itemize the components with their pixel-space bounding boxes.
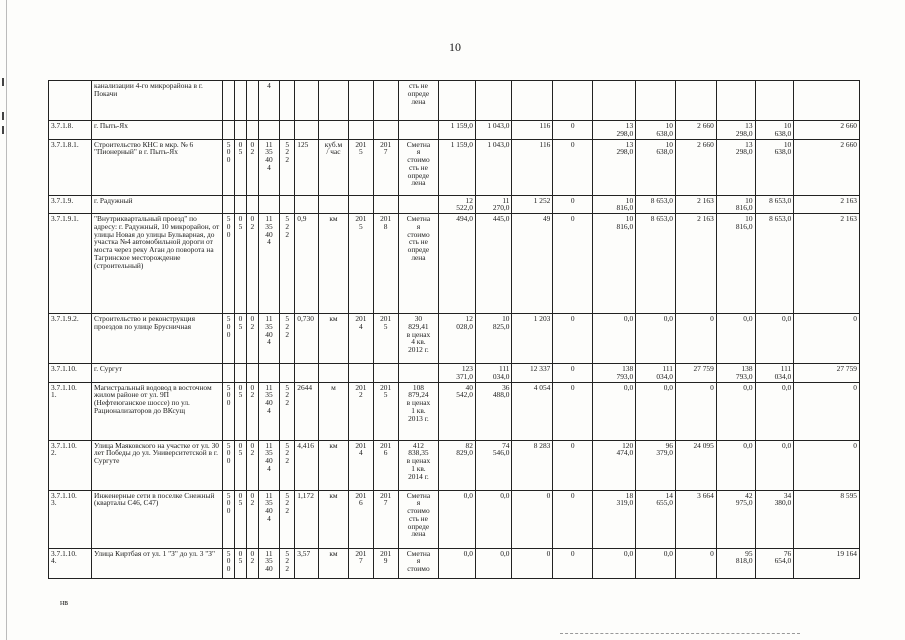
cell-d5: 5 2 2 (280, 440, 295, 490)
cell-v7: 0 (675, 382, 716, 440)
cell-v3: 0 (512, 490, 553, 548)
cell-cap: 0,730 (295, 314, 319, 364)
cell-v2: 111 034,0 (475, 364, 512, 383)
cell-v6: 8 653,0 (636, 195, 676, 214)
cell-unit (318, 121, 348, 140)
cell-v1: 0,0 (439, 490, 476, 548)
cell-y1: 201 7 (349, 548, 374, 578)
cell-v4: 0 (553, 490, 593, 548)
cell-v3: 0 (512, 548, 553, 578)
cell-code: 3.7.1.10. (49, 364, 92, 383)
cell-d4: 4 (258, 81, 280, 121)
cell-code: 3.7.1.10. 4. (49, 548, 92, 578)
cell-cost: Сметна я стоимо сть не опреде лена (398, 139, 439, 195)
cell-d5: 5 2 2 (280, 382, 295, 440)
cell-cost: 108 879,24 в ценах 1 кв. 2013 г. (398, 382, 439, 440)
cell-cap (295, 364, 319, 383)
cell-v4: 0 (553, 214, 593, 314)
cell-v1 (439, 81, 476, 121)
cell-v8: 13 298,0 (716, 121, 755, 140)
cell-v8: 138 793,0 (716, 364, 755, 383)
cell-v5: 138 793,0 (593, 364, 636, 383)
cell-v10: 8 595 (794, 490, 860, 548)
table-row (49, 195, 860, 214)
cell-d5 (280, 81, 295, 121)
cell-cost: 30 829,41 в ценах 4 кв. 2012 г. (398, 314, 439, 364)
cell-d3: 0 2 (246, 139, 258, 195)
margin-mark (2, 78, 4, 86)
cell-v10: 2 163 (794, 214, 860, 314)
cell-v3: 116 (512, 139, 553, 195)
cell-name: Магистральный водовод в восточном жилом районе от ул. 9П (Нефтеюганское шоссе) по ул. Рационализаторов до ВКсущ (92, 382, 223, 440)
cell-v10: 19 164 (794, 548, 860, 578)
cell-unit: м (318, 382, 348, 440)
cell-v8: 0,0 (716, 440, 755, 490)
cell-code: 3.7.1.10. 1. (49, 382, 92, 440)
cell-v2 (475, 81, 512, 121)
cell-v6: 10 638,0 (636, 121, 676, 140)
cell-y2: 201 5 (373, 314, 398, 364)
cell-v6: 8 653,0 (636, 214, 676, 314)
cell-d5 (280, 364, 295, 383)
cell-d4: 11 35 40 4 (258, 490, 280, 548)
cell-d5 (280, 195, 295, 214)
cell-y1: 201 6 (349, 490, 374, 548)
cell-y2 (373, 195, 398, 214)
cell-d3: 0 2 (246, 314, 258, 364)
cell-v2: 0,0 (475, 490, 512, 548)
page-number: 10 (449, 40, 461, 54)
cell-d1: 5 0 0 (223, 139, 235, 195)
cell-y2 (373, 364, 398, 383)
cell-v6: 0,0 (636, 314, 676, 364)
cell-v3: 12 337 (512, 364, 553, 383)
cell-v10: 0 (794, 382, 860, 440)
cell-d4: 11 35 40 4 (258, 382, 280, 440)
cell-v9: 0,0 (755, 440, 794, 490)
cell-y1 (349, 121, 374, 140)
cell-v10: 2 660 (794, 121, 860, 140)
cell-v2: 445,0 (475, 214, 512, 314)
cell-d1 (223, 121, 235, 140)
cell-v8: 13 298,0 (716, 139, 755, 195)
cell-v6: 0,0 (636, 548, 676, 578)
cell-v10: 27 759 (794, 364, 860, 383)
cell-code: 3.7.1.10. 3. (49, 490, 92, 548)
cell-v8: 95 818,0 (716, 548, 755, 578)
cell-v6 (636, 81, 676, 121)
cell-v1: 1 159,0 (439, 121, 476, 140)
cell-d1 (223, 81, 235, 121)
cell-y1 (349, 195, 374, 214)
cell-y1: 201 2 (349, 382, 374, 440)
cell-v4: 0 (553, 139, 593, 195)
cell-d3 (246, 195, 258, 214)
cell-d1 (223, 195, 235, 214)
cell-d2 (235, 121, 247, 140)
cell-d5: 5 2 2 (280, 214, 295, 314)
cell-v3: 1 203 (512, 314, 553, 364)
table-row (49, 382, 860, 440)
cell-v9: 10 638,0 (755, 121, 794, 140)
cell-code: 3.7.1.9.2. (49, 314, 92, 364)
cell-y2: 201 7 (373, 139, 398, 195)
cell-d1: 5 0 0 (223, 548, 235, 578)
cell-v7: 27 759 (675, 364, 716, 383)
cell-v1: 0,0 (439, 548, 476, 578)
cell-d2: 0 5 (235, 490, 247, 548)
cell-cap (295, 121, 319, 140)
cell-v3: 116 (512, 121, 553, 140)
cell-code: 3.7.1.9. (49, 195, 92, 214)
cell-v7: 2 660 (675, 139, 716, 195)
cell-v9: 0,0 (755, 314, 794, 364)
cell-d4 (258, 195, 280, 214)
cell-v9: 111 034,0 (755, 364, 794, 383)
cell-v1: 1 159,0 (439, 139, 476, 195)
cell-name: г. Пыть-Ях (92, 121, 223, 140)
cell-unit (318, 195, 348, 214)
cell-unit: км (318, 314, 348, 364)
cell-y2: 201 9 (373, 548, 398, 578)
cell-v2: 11 270,0 (475, 195, 512, 214)
margin-mark (2, 126, 4, 134)
cell-v9: 10 638,0 (755, 139, 794, 195)
cell-v5: 120 474,0 (593, 440, 636, 490)
table-row (49, 121, 860, 140)
cell-v6: 96 379,0 (636, 440, 676, 490)
cell-y1 (349, 364, 374, 383)
cell-d3: 0 2 (246, 214, 258, 314)
cell-v10 (794, 81, 860, 121)
cell-d2: 0 5 (235, 214, 247, 314)
cell-v5 (593, 81, 636, 121)
cell-d2 (235, 195, 247, 214)
cell-v7 (675, 81, 716, 121)
cell-v5: 13 298,0 (593, 121, 636, 140)
cell-v5: 0,0 (593, 314, 636, 364)
cell-v8: 42 975,0 (716, 490, 755, 548)
cell-y2 (373, 121, 398, 140)
cell-cost: Сметна я стоимо (398, 548, 439, 578)
cell-d4: 11 35 40 4 (258, 440, 280, 490)
table-row (49, 548, 860, 578)
cell-v7: 2 163 (675, 195, 716, 214)
cell-v5: 10 816,0 (593, 214, 636, 314)
cell-v7: 2 163 (675, 214, 716, 314)
cell-y1: 201 4 (349, 314, 374, 364)
cell-v5: 13 298,0 (593, 139, 636, 195)
cell-name: Улица Киртбая от ул. 1 "З" до ул. 3 "З" (92, 548, 223, 578)
cell-v4: 0 (553, 382, 593, 440)
cell-cap (295, 81, 319, 121)
cell-v4: 0 (553, 314, 593, 364)
cell-v3: 8 283 (512, 440, 553, 490)
cell-d5: 5 2 2 (280, 548, 295, 578)
cell-v9: 34 380,0 (755, 490, 794, 548)
cell-cap: 4,416 (295, 440, 319, 490)
cell-y2: 201 5 (373, 382, 398, 440)
cell-v10: 0 (794, 314, 860, 364)
cell-cost (398, 364, 439, 383)
cell-unit (318, 364, 348, 383)
cell-d3 (246, 364, 258, 383)
cell-v9 (755, 81, 794, 121)
cell-unit: км (318, 490, 348, 548)
program-table (48, 80, 860, 579)
cell-y2 (373, 81, 398, 121)
cell-v2: 0,0 (475, 548, 512, 578)
cell-d2 (235, 364, 247, 383)
cell-v3: 1 252 (512, 195, 553, 214)
cell-v4: 0 (553, 195, 593, 214)
cell-d5 (280, 121, 295, 140)
cell-d1: 5 0 0 (223, 214, 235, 314)
cell-d4 (258, 121, 280, 140)
cell-d5: 5 2 2 (280, 490, 295, 548)
cell-v3: 4 054 (512, 382, 553, 440)
cell-v8: 10 816,0 (716, 214, 755, 314)
cell-cap: 125 (295, 139, 319, 195)
cell-v5: 0,0 (593, 382, 636, 440)
cell-cap: 3,57 (295, 548, 319, 578)
cell-v2: 1 043,0 (475, 121, 512, 140)
cell-code: 3.7.1.8.1. (49, 139, 92, 195)
cell-v4: 0 (553, 440, 593, 490)
cell-d5: 5 2 2 (280, 314, 295, 364)
cell-y1: 201 4 (349, 440, 374, 490)
cell-y1: 201 5 (349, 214, 374, 314)
cell-cost (398, 121, 439, 140)
cell-unit: км (318, 440, 348, 490)
cell-d2: 0 5 (235, 440, 247, 490)
cell-d3 (246, 81, 258, 121)
cell-d3 (246, 121, 258, 140)
cell-d4: 11 35 40 (258, 548, 280, 578)
cell-d2: 0 5 (235, 314, 247, 364)
cell-cost (398, 195, 439, 214)
cell-v7: 3 664 (675, 490, 716, 548)
cell-v8 (716, 81, 755, 121)
cell-name: "Внутриквартальный проезд" по адресу: г. Радужный, 10 микрорайон, от улицы Новая до улицы Бульварная, до участка №4 автомобильной дороги от моста через реку Аган до поворота на Тагринское месторождение (строительный) (92, 214, 223, 314)
cell-d1: 5 0 0 (223, 490, 235, 548)
cell-v1: 494,0 (439, 214, 476, 314)
cell-d3: 0 2 (246, 382, 258, 440)
cell-d2 (235, 81, 247, 121)
cell-unit: куб.м / час (318, 139, 348, 195)
cell-d3: 0 2 (246, 490, 258, 548)
cell-name: г. Радужный (92, 195, 223, 214)
cell-v5: 0,0 (593, 548, 636, 578)
cell-d1: 5 0 0 (223, 440, 235, 490)
cell-d3: 0 2 (246, 548, 258, 578)
cell-d2: 0 5 (235, 139, 247, 195)
cell-y2: 201 8 (373, 214, 398, 314)
cell-y2: 201 7 (373, 490, 398, 548)
cell-name: г. Сургут (92, 364, 223, 383)
table-row (49, 81, 860, 121)
scan-artifact (560, 633, 800, 637)
cell-v9: 8 653,0 (755, 214, 794, 314)
cell-v5: 18 319,0 (593, 490, 636, 548)
cell-v1: 12 522,0 (439, 195, 476, 214)
table-row (49, 490, 860, 548)
footer-mark: нв (60, 598, 69, 607)
cell-code: 3.7.1.10. 2. (49, 440, 92, 490)
cell-cap: 0,9 (295, 214, 319, 314)
cell-v2: 74 546,0 (475, 440, 512, 490)
cell-v6: 111 034,0 (636, 364, 676, 383)
cell-d1 (223, 364, 235, 383)
cell-cap (295, 195, 319, 214)
cell-v1: 12 028,0 (439, 314, 476, 364)
cell-name: Строительство и реконструкция проездов по улице Брусничная (92, 314, 223, 364)
cell-code (49, 81, 92, 121)
cell-v2: 36 488,0 (475, 382, 512, 440)
cell-v6: 10 638,0 (636, 139, 676, 195)
cell-code: 3.7.1.9.1. (49, 214, 92, 314)
cell-cap: 1,172 (295, 490, 319, 548)
cell-v2: 10 825,0 (475, 314, 512, 364)
cell-v8: 0,0 (716, 314, 755, 364)
cell-d3: 0 2 (246, 440, 258, 490)
cell-unit: км (318, 548, 348, 578)
cell-v7: 0 (675, 314, 716, 364)
cell-v9: 8 653,0 (755, 195, 794, 214)
cell-v4: 0 (553, 364, 593, 383)
cell-v8: 10 816,0 (716, 195, 755, 214)
cell-unit (318, 81, 348, 121)
cell-code: 3.7.1.8. (49, 121, 92, 140)
cell-name: Инженерные сети в поселке Снежный (кварталы С46, С47) (92, 490, 223, 548)
cell-v9: 0,0 (755, 382, 794, 440)
cell-name: Улица Маяковского на участке от ул. 30 лет Победы до ул. Университетской в г. Сургуте (92, 440, 223, 490)
margin-mark (2, 112, 4, 120)
table-row (49, 214, 860, 314)
cell-v6: 0,0 (636, 382, 676, 440)
cell-v1: 123 371,0 (439, 364, 476, 383)
table-row (49, 139, 860, 195)
cell-v9: 76 654,0 (755, 548, 794, 578)
cell-cost: сть не опреде лена (398, 81, 439, 121)
cell-d4: 11 35 40 4 (258, 139, 280, 195)
table-row (49, 440, 860, 490)
cell-v10: 2 660 (794, 139, 860, 195)
cell-v8: 0,0 (716, 382, 755, 440)
cell-v7: 2 660 (675, 121, 716, 140)
page-edge (6, 0, 7, 640)
cell-v10: 0 (794, 440, 860, 490)
cell-v1: 82 829,0 (439, 440, 476, 490)
cell-v7: 24 095 (675, 440, 716, 490)
table-row (49, 364, 860, 383)
cell-d4: 11 35 40 4 (258, 314, 280, 364)
cell-y2: 201 6 (373, 440, 398, 490)
cell-v4: 0 (553, 548, 593, 578)
cell-y1: 201 5 (349, 139, 374, 195)
cell-d1: 5 0 0 (223, 382, 235, 440)
cell-v3: 49 (512, 214, 553, 314)
cell-d4: 11 35 40 4 (258, 214, 280, 314)
cell-v10: 2 163 (794, 195, 860, 214)
cell-cost: 412 838,35 в ценах 1 кв. 2014 г. (398, 440, 439, 490)
cell-v2: 1 043,0 (475, 139, 512, 195)
cell-v4 (553, 81, 593, 121)
cell-v6: 14 655,0 (636, 490, 676, 548)
cell-cost: Сметна я стоимо сть не опреде лена (398, 214, 439, 314)
cell-y1 (349, 81, 374, 121)
table-row (49, 314, 860, 364)
cell-cap: 2644 (295, 382, 319, 440)
cell-name: Строительство КНС в мкр. № 6 "Пионерный" в г. Пыть-Ях (92, 139, 223, 195)
cell-d2: 0 5 (235, 382, 247, 440)
cell-d5: 5 2 2 (280, 139, 295, 195)
cell-v4: 0 (553, 121, 593, 140)
cell-v7: 0 (675, 548, 716, 578)
cell-v5: 10 816,0 (593, 195, 636, 214)
cell-d1: 5 0 0 (223, 314, 235, 364)
cell-unit: км (318, 214, 348, 314)
cell-d4 (258, 364, 280, 383)
cell-name: канализации 4-го микрорайона в г. Покачи (92, 81, 223, 121)
cell-cost: Сметна я стоимо сть не опреде лена (398, 490, 439, 548)
cell-d2: 0 5 (235, 548, 247, 578)
cell-v3 (512, 81, 553, 121)
cell-v1: 40 542,0 (439, 382, 476, 440)
